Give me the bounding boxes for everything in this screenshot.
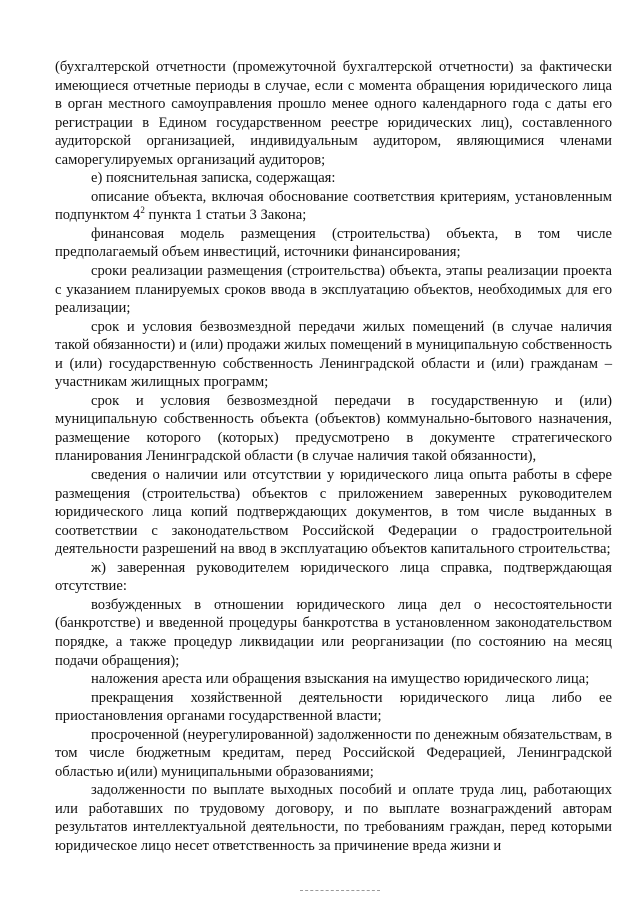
paragraph-object-description [55,188,612,225]
paragraph-item-zh: ж) заверенная руководителем юридического лица справка, подтверждающая отсутствие: [55,559,612,595]
paragraph-arrest: наложения ареста или обращения взыскания на имущество юридического лица; [91,671,590,688]
paragraph-activity-termination: прекращения хозяйственной деятельности юридического лица либо ее приостановления органами государственной власти; [55,689,612,725]
paragraph-bankruptcy: возбужденных в отношении юридического лица дел о несостоятельности (банкротстве) и введенной процедуры банкротства в установленном законодательством порядке, а также процедур ликвидации или реорганизации (по состоянию на месяц подачи обращения); [55,596,612,669]
paragraph-audit-report: (бухгалтерской отчетности (промежуточной бухгалтерской отчетности) за фактически имеющиеся отчетные периоды в случае, если с момента обращения юридического лица в орган местного самоуправления прошло менее одного календарного года с даты его регистрации в Едином государственном реестре юридических лиц), составленного аудиторской организацией, индивидуальным аудитором, являющимися членами саморегулируемых организаций аудиторов; [55,59,612,168]
paragraph-experience-info: сведения о наличии или отсутствии у юридического лица опыта работы в сфере размещения (строительства) объектов с приложением заверенных руководителем юридического лица копий подтверждающих документов, в том числе выданных в соответствии с законодательством Российской Федерации о градостроительной деятельности разрешений на ввод в эксплуатацию объектов капитального строительства; [55,467,612,558]
paragraph-object-description-tail: пункта 1 статьи 3 Закона; [144,207,307,224]
paragraph-item-e: е) пояснительная записка, содержащая: [91,170,336,187]
paragraph-object-description-text: описание объекта, включая обоснование соответствия критериям, установленным подпунктом 4 [55,188,612,224]
document-page [55,58,612,856]
paragraph-wage-debt: задолженности по выплате выходных пособий и оплате труда лиц, работающих или работавших по трудовому договору, и по выплате вознаграждений авторам результатов интеллектуальной деятельности, по требованиям граждан, перед которыми юридическое лицо несет ответственность за причинение вреда жизни и [55,782,612,854]
paragraph-implementation-terms: сроки реализации размещения (строительства) объекта, этапы реализации проекта с указанием планируемых сроков ввода в эксплуатацию объектов, необходимых для его реализации; [55,263,612,317]
paragraph-overdue-debt: просроченной (неурегулированной) задолженности по денежным обязательствам, в том числе бюджетным кредитам, перед Российской Федерацией, Ленинградской областью и(или) муниципальными образованиями; [55,726,612,780]
paragraph-financial-model: финансовая модель размещения (строительства) объекта, в том числе предполагаемый объем инвестиций, источники финансирования; [55,225,612,261]
paragraph-communal-transfer: срок и условия безвозмездной передачи в государственную и (или) муниципальную собственность объекта (объектов) коммунально-бытового назначения, размещение которого (которых) предусмотрено в документе стратегического планирования Ленинградской области (в случае наличия такой обязанности), [55,392,612,465]
superscript-number: 2 [140,205,145,216]
scan-artifact-line [300,890,380,891]
paragraph-housing-transfer: срок и условия безвозмездной передачи жилых помещений (в случае наличия такой обязанности) и (или) продажи жилых помещений в муниципальную собственность и (или) государственную собственность Ленинградской области и (или) гражданам – участникам жилищных программ; [55,318,612,391]
